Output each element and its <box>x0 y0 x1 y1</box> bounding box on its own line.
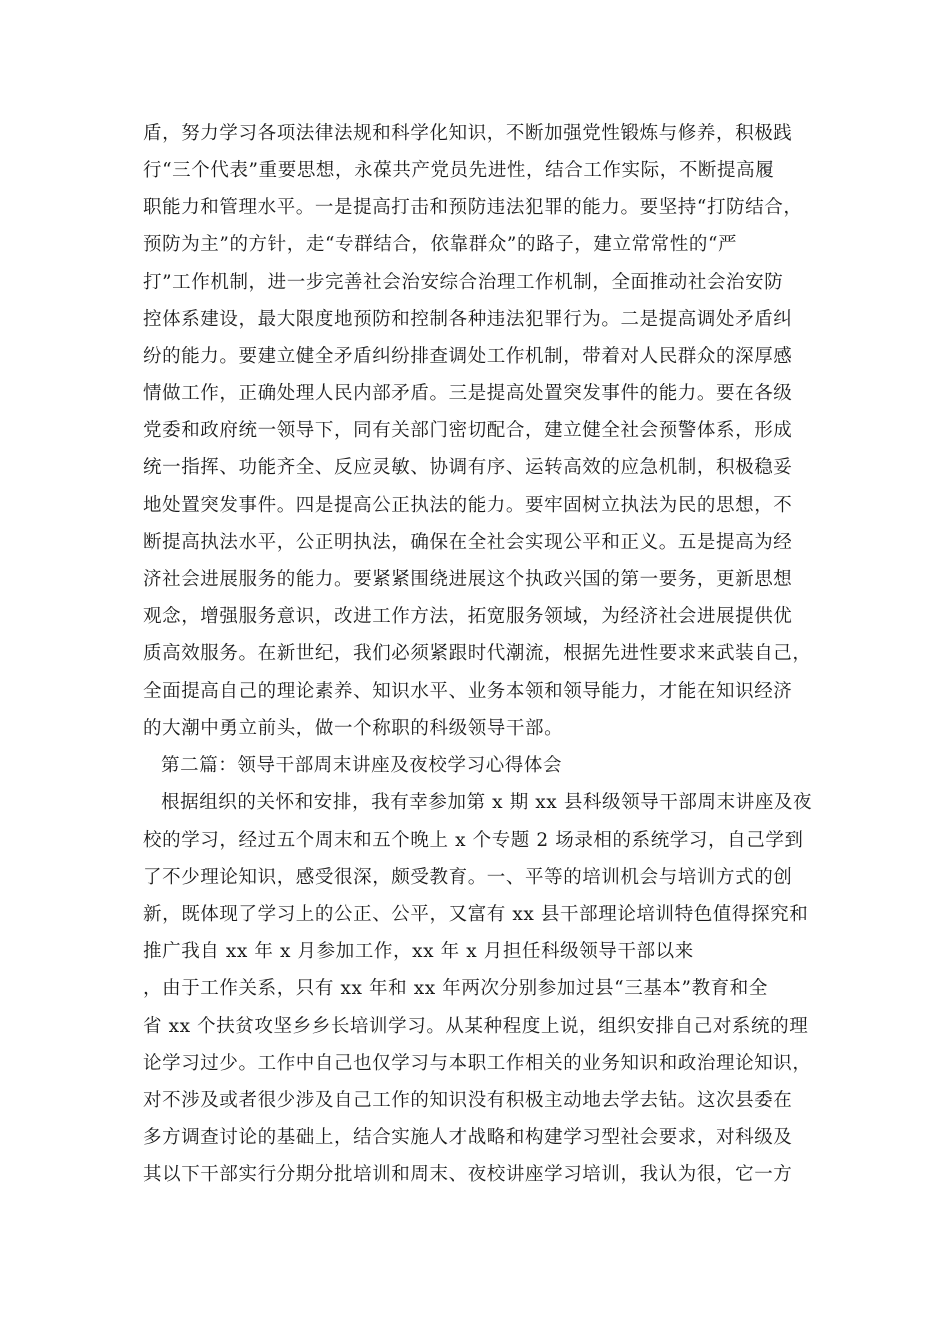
text-line: 全面提高自己的理论素养、知识水平、业务本领和领导能力，才能在知识经济 <box>143 681 793 702</box>
text-line: 推广我自 xx 年 x 月参加工作，xx 年 x 月担任科级领导干部以来 <box>143 941 694 962</box>
text-line: 控体系建设，最大限度地预防和控制各种违法犯罪行为。二是提高调处矛盾纠 <box>143 309 793 330</box>
text-line: 观念，增强服务意识，改进工作方法，拓宽服务领域，为经济社会进展提供优 <box>143 606 793 627</box>
text-line: 校的学习，经过五个周末和五个晚上 x 个专题 2 场录相的系统学习，自己学到 <box>143 830 804 851</box>
text-line: 了不少理论知识，感受很深，颇受教育。一、平等的培训机会与培训方式的创 <box>143 867 793 888</box>
text-line: 断提高执法水平，公正明执法，确保在全社会实现公平和正义。五是提高为经 <box>143 532 793 553</box>
text-line: 对不涉及或者很少涉及自己工作的知识没有积极主动地去学去钻。这次县委在 <box>143 1090 793 1111</box>
text-line: 质高效服务。在新世纪，我们必须紧跟时代潮流，根据先进性要求来武装自己， <box>143 643 812 664</box>
text-line: 党委和政府统一领导下，同有关部门密切配合，建立健全社会预警体系，形成 <box>143 420 793 441</box>
text-line: 根据组织的关怀和安排，我有幸参加第 x 期 xx 县科级领导干部周末讲座及夜 <box>161 792 813 813</box>
text-line: 职能力和管理水平。一是提高打击和预防违法犯罪的能力。要坚持“打防结合， <box>143 197 803 218</box>
text-line: 盾，努力学习各项法律法规和科学化知识，不断加强党性锻炼与修养，积极践 <box>143 123 793 144</box>
text-line: 省 xx 个扶贫攻坚乡乡长培训学习。从某种程度上说，组织安排自己对系统的理 <box>143 1016 809 1037</box>
text-line: ，由于工作关系，只有 xx 年和 xx 年两次分别参加过县“三基本”教育和全 <box>143 978 768 999</box>
text-line: 多方调查讨论的基础上，结合实施人才战略和构建学习型社会要求，对科级及 <box>143 1127 793 1148</box>
text-line: 论学习过少。工作中自己也仅学习与本职工作相关的业务知识和政治理论知识， <box>143 1053 812 1074</box>
text-line: 行“三个代表”重要思想，永葆共产党员先进性，结合工作实际，不断提高履 <box>143 160 775 181</box>
text-line: 新，既体现了学习上的公正、公平，又富有 xx 县干部理论培训特色值得探究和 <box>143 904 809 925</box>
text-line: 打”工作机制，进一步完善社会治安综合治理工作机制，全面推动社会治安防 <box>143 272 784 293</box>
text-line: 地处置突发事件。四是提高公正执法的能力。要牢固树立执法为民的思想，不 <box>143 495 793 516</box>
text-line: 其以下干部实行分期分批培训和周末、夜校讲座学习培训，我认为很，它一方 <box>143 1164 793 1185</box>
text-line: 的大潮中勇立前头，做一个称职的科级领导干部。 <box>143 718 564 739</box>
text-line: 统一指挥、功能齐全、反应灵敏、协调有序、运转高效的应急机制，积极稳妥 <box>143 457 793 478</box>
section-heading: 第二篇：领导干部周末讲座及夜校学习心得体会 <box>161 755 563 776</box>
text-line: 纷的能力。要建立健全矛盾纠纷排查调处工作机制，带着对人民群众的深厚感 <box>143 346 793 367</box>
text-line: 济社会进展服务的能力。要紧紧围绕进展这个执政兴国的第一要务，更新思想 <box>143 569 793 590</box>
text-line: 预防为主”的方针，走“专群结合，依靠群众”的路子，建立常常性的“严 <box>143 234 738 255</box>
text-line: 情做工作，正确处理人民内部矛盾。三是提高处置突发事件的能力。要在各级 <box>143 383 793 404</box>
